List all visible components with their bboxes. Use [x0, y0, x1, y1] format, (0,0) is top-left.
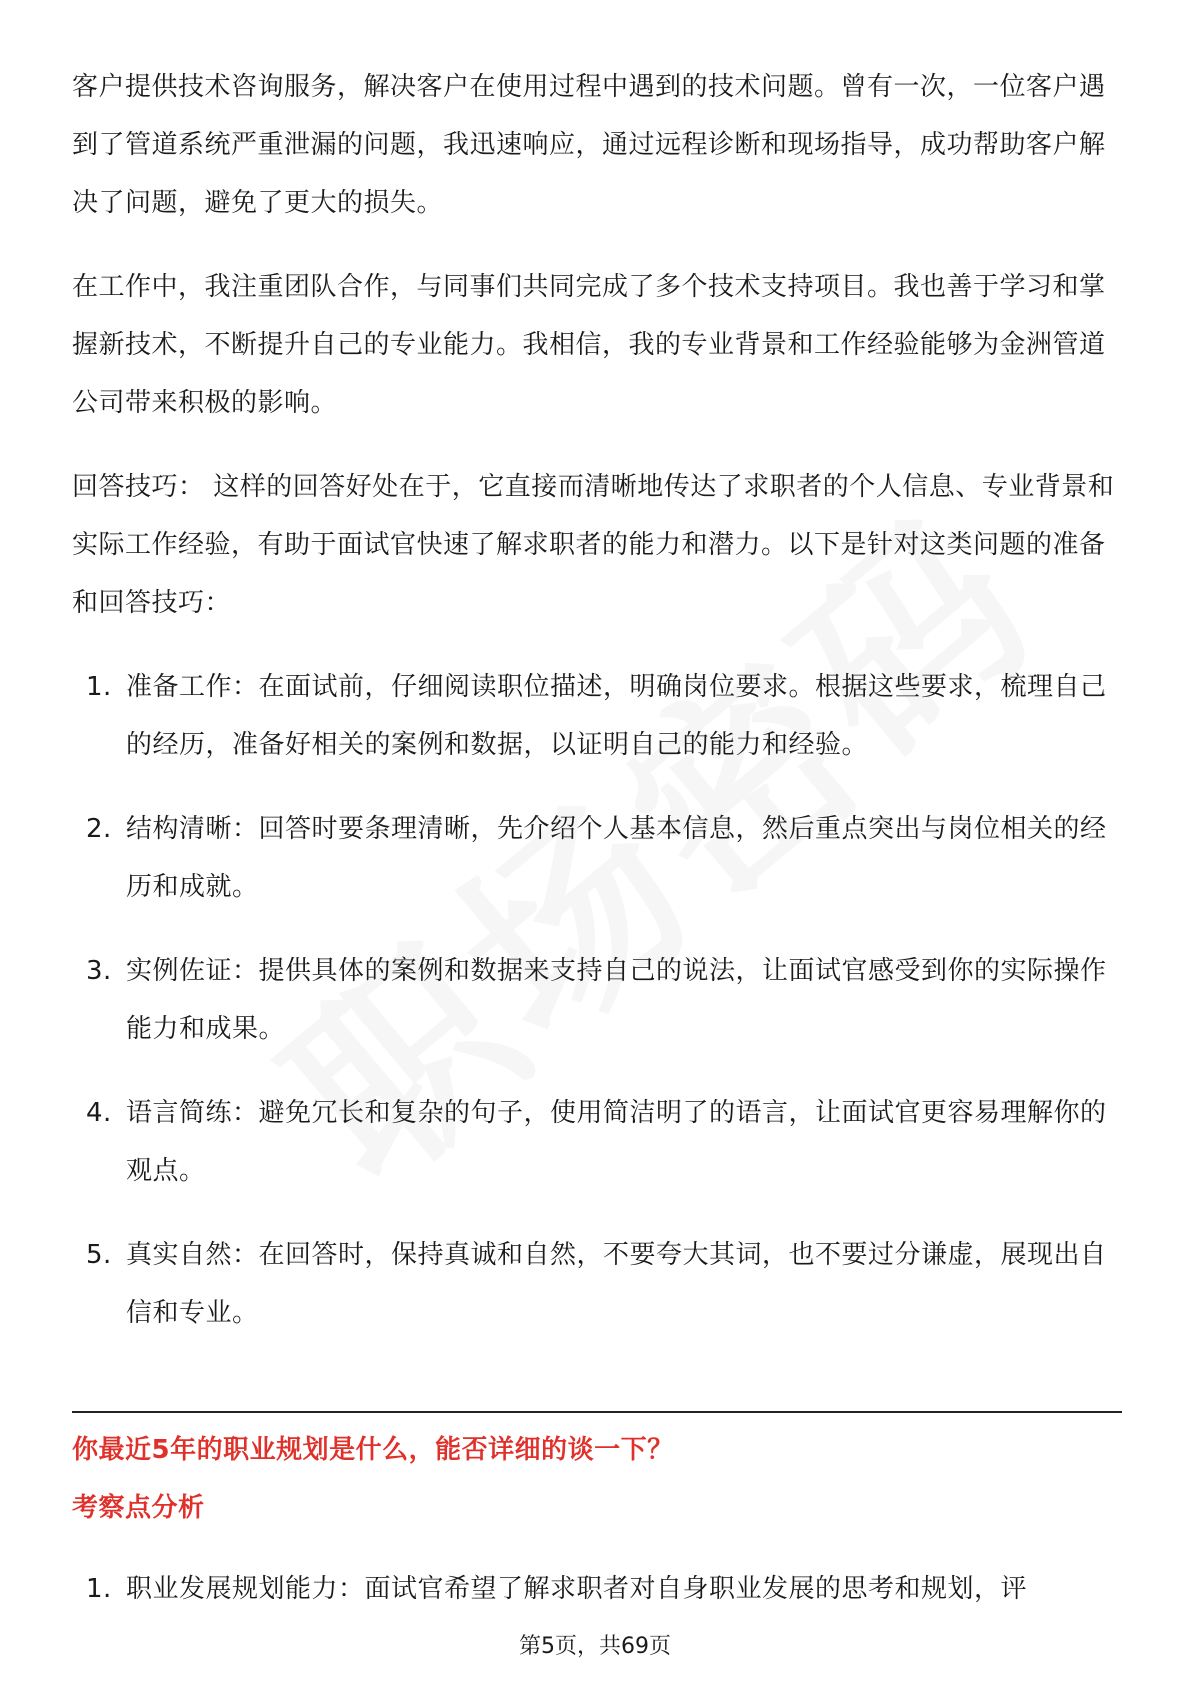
list-item	[72, 800, 1122, 916]
page-content	[72, 58, 1122, 1368]
page-number-footer: 第5页，共69页	[519, 1634, 671, 1659]
paragraph-teamwork: 在工作中，我注重团队合作，与同事们共同完成了多个技术支持项目。我也善于学习和掌握新技术，不断提升自己的专业能力。我相信，我的专业背景和工作经验能够为金洲管道公司带来积极的影响。	[72, 272, 1106, 418]
list-text: 准备工作：在面试前，仔细阅读职位描述，明确岗位要求。根据这些要求，梳理自己的经历，准备好相关的案例和数据，以证明自己的能力和经验。	[126, 672, 1107, 760]
list-number: 5.	[86, 1240, 112, 1270]
analysis-heading: 考察点分析	[72, 1493, 205, 1523]
list-number: 4.	[86, 1098, 112, 1128]
paragraph-answer-tips: 回答技巧： 这样的回答好处在于，它直接而清晰地传达了求职者的个人信息、专业背景和实际工作经验，有助于面试官快速了解求职者的能力和潜力。以下是针对这类问题的准备和回答技巧：	[72, 472, 1115, 618]
list-text: 语言简练：避免冗长和复杂的句子，使用简洁明了的语言，让面试官更容易理解你的观点。	[126, 1098, 1107, 1186]
section-divider	[72, 1411, 1122, 1413]
list-text: 职业发展规划能力：面试官希望了解求职者对自身职业发展的思考和规划，评	[126, 1574, 1028, 1604]
list-number: 1.	[86, 1574, 112, 1604]
question-heading: 你最近5年的职业规划是什么，能否详细的谈一下？	[72, 1435, 674, 1465]
list-number: 3.	[86, 956, 112, 986]
tips-list	[72, 658, 1122, 1342]
paragraph-experience: 客户提供技术咨询服务，解决客户在使用过程中遇到的技术问题。曾有一次，一位客户遇到了管道系统严重泄漏的问题，我迅速响应，通过远程诊断和现场指导，成功帮助客户解决了问题，避免了更大的损失。	[72, 72, 1106, 218]
list-number: 2.	[86, 814, 112, 844]
list-number: 1.	[86, 672, 112, 702]
list-text: 结构清晰：回答时要条理清晰，先介绍个人基本信息，然后重点突出与岗位相关的经历和成就。	[126, 814, 1107, 902]
list-item	[72, 1226, 1122, 1342]
list-text: 实例佐证：提供具体的案例和数据来支持自己的说法，让面试官感受到你的实际操作能力和成果。	[126, 956, 1107, 1044]
list-text: 真实自然：在回答时，保持真诚和自然，不要夸大其词，也不要过分谦虚，展现出自信和专业。	[126, 1240, 1107, 1328]
list-item	[72, 1084, 1122, 1200]
list-item	[72, 658, 1122, 774]
list-item	[72, 942, 1122, 1058]
list-item	[72, 1560, 1122, 1618]
